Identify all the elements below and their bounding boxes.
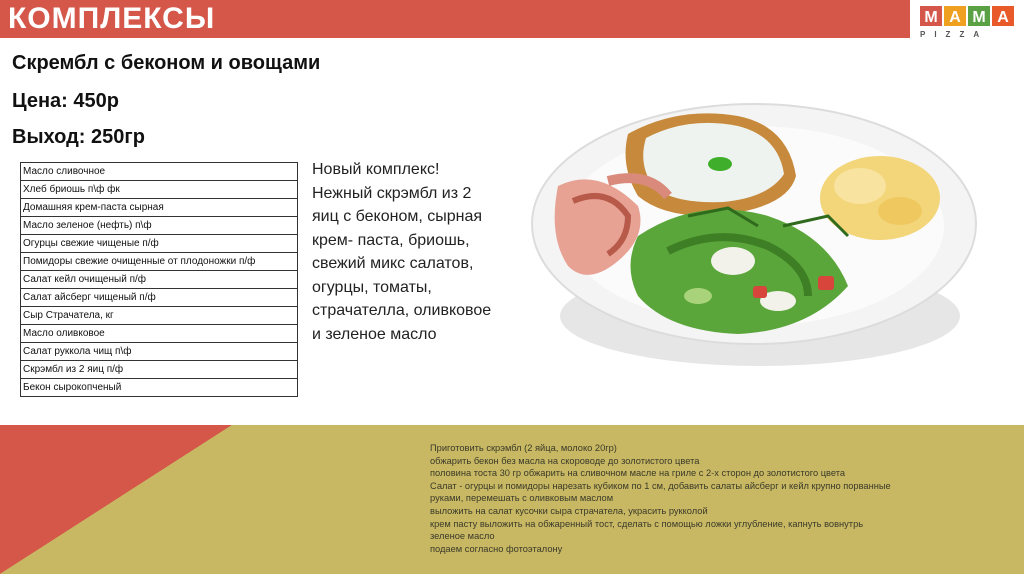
dish-weight: Выход: 250гр xyxy=(12,126,145,148)
ingredient-cell: Масло зеленое (нефть) п\ф xyxy=(21,217,298,235)
table-row xyxy=(21,235,298,253)
dish-description xyxy=(312,158,527,346)
recipe-line: подаем согласно фотоэталону xyxy=(430,543,563,554)
recipe-line: руками, перемешать с оливковым маслом xyxy=(430,493,614,504)
table-row xyxy=(21,379,298,397)
description-line: Новый комплекс! xyxy=(312,161,440,178)
svg-text:А: А xyxy=(997,9,1009,26)
ingredient-cell: Салат айсберг чищеный п/ф xyxy=(21,289,298,307)
recipe-instructions xyxy=(430,442,930,555)
header-band xyxy=(0,0,910,38)
dish-title: Скрембл с беконом и овощами xyxy=(12,52,321,74)
dish-price: Цена: 450р xyxy=(12,90,119,112)
recipe-line: Салат - огурцы и помидоры нарезать кубиком по 1 см, добавить салаты айсберг и кейл крупно порванные xyxy=(430,480,891,491)
svg-text:М: М xyxy=(924,9,938,26)
svg-text:А: А xyxy=(949,9,961,26)
description-line: свежий микс салатов, xyxy=(312,255,474,272)
ingredient-cell: Хлеб бриошь п\ф фк xyxy=(21,181,298,199)
table-row xyxy=(21,307,298,325)
recipe-line: крем пасту выложить на обжаренный тост, сделать с помощью ложки углубление, капнуть вовнутрь xyxy=(430,518,864,529)
svg-text:М: М xyxy=(972,9,986,26)
table-row xyxy=(21,253,298,271)
table-row xyxy=(21,325,298,343)
ingredient-cell: Огурцы свежие чищеные п/ф xyxy=(21,235,298,253)
ingredient-cell: Масло оливковое xyxy=(21,325,298,343)
ingredient-cell: Салат кейл очищеный п/ф xyxy=(21,271,298,289)
table-row xyxy=(21,163,298,181)
recipe-line: Приготовить скрэмбл (2 яйца, молоко 20гр) xyxy=(430,443,617,453)
logo-subtext: PIZZA xyxy=(920,30,989,39)
page-title: КОМПЛЕКСЫ xyxy=(8,2,216,35)
dish-photo xyxy=(528,86,980,376)
description-line: огурцы, томаты, xyxy=(312,278,432,296)
ingredient-cell: Бекон сырокопченый xyxy=(21,379,298,397)
ingredient-cell: Салат руккола чищ п\ф xyxy=(21,343,298,361)
ingredient-cell: Помидоры свежие очищенные от плодоножки п/ф xyxy=(21,253,298,271)
description-line: крем- паста, бриошь, xyxy=(312,231,470,249)
recipe-line: обжарить бекон без масла на скороводе до золотистого цвета xyxy=(430,455,700,466)
description-line: Нежный скрэмбл из 2 xyxy=(312,184,472,202)
table-row xyxy=(21,289,298,307)
ingredient-cell: Скрэмбл из 2 яиц п/ф xyxy=(21,361,298,379)
table-row xyxy=(21,361,298,379)
description-line: страчателла, оливковое xyxy=(312,302,492,319)
table-row xyxy=(21,343,298,361)
ingredient-cell: Масло сливочное xyxy=(21,163,298,181)
table-row xyxy=(21,181,298,199)
description-line: яиц с беконом, сырная xyxy=(312,208,483,225)
ingredient-cell: Сыр Страчатела, кг xyxy=(21,307,298,325)
recipe-line: половина тоста 30 гр обжарить на сливочном масле на гриле с 2-х сторон до золотистого цвета xyxy=(430,468,846,479)
description-line: и зеленое масло xyxy=(312,325,437,343)
table-row xyxy=(21,217,298,235)
table-row xyxy=(21,199,298,217)
ingredients-table xyxy=(20,162,298,397)
recipe-line: выложить на салат кусочки сыра страчатела, украсить рукколой xyxy=(430,505,708,516)
ingredient-cell: Домашняя крем-паста сырная xyxy=(21,199,298,217)
table-row xyxy=(21,271,298,289)
recipe-line: зеленое масло xyxy=(430,531,495,542)
